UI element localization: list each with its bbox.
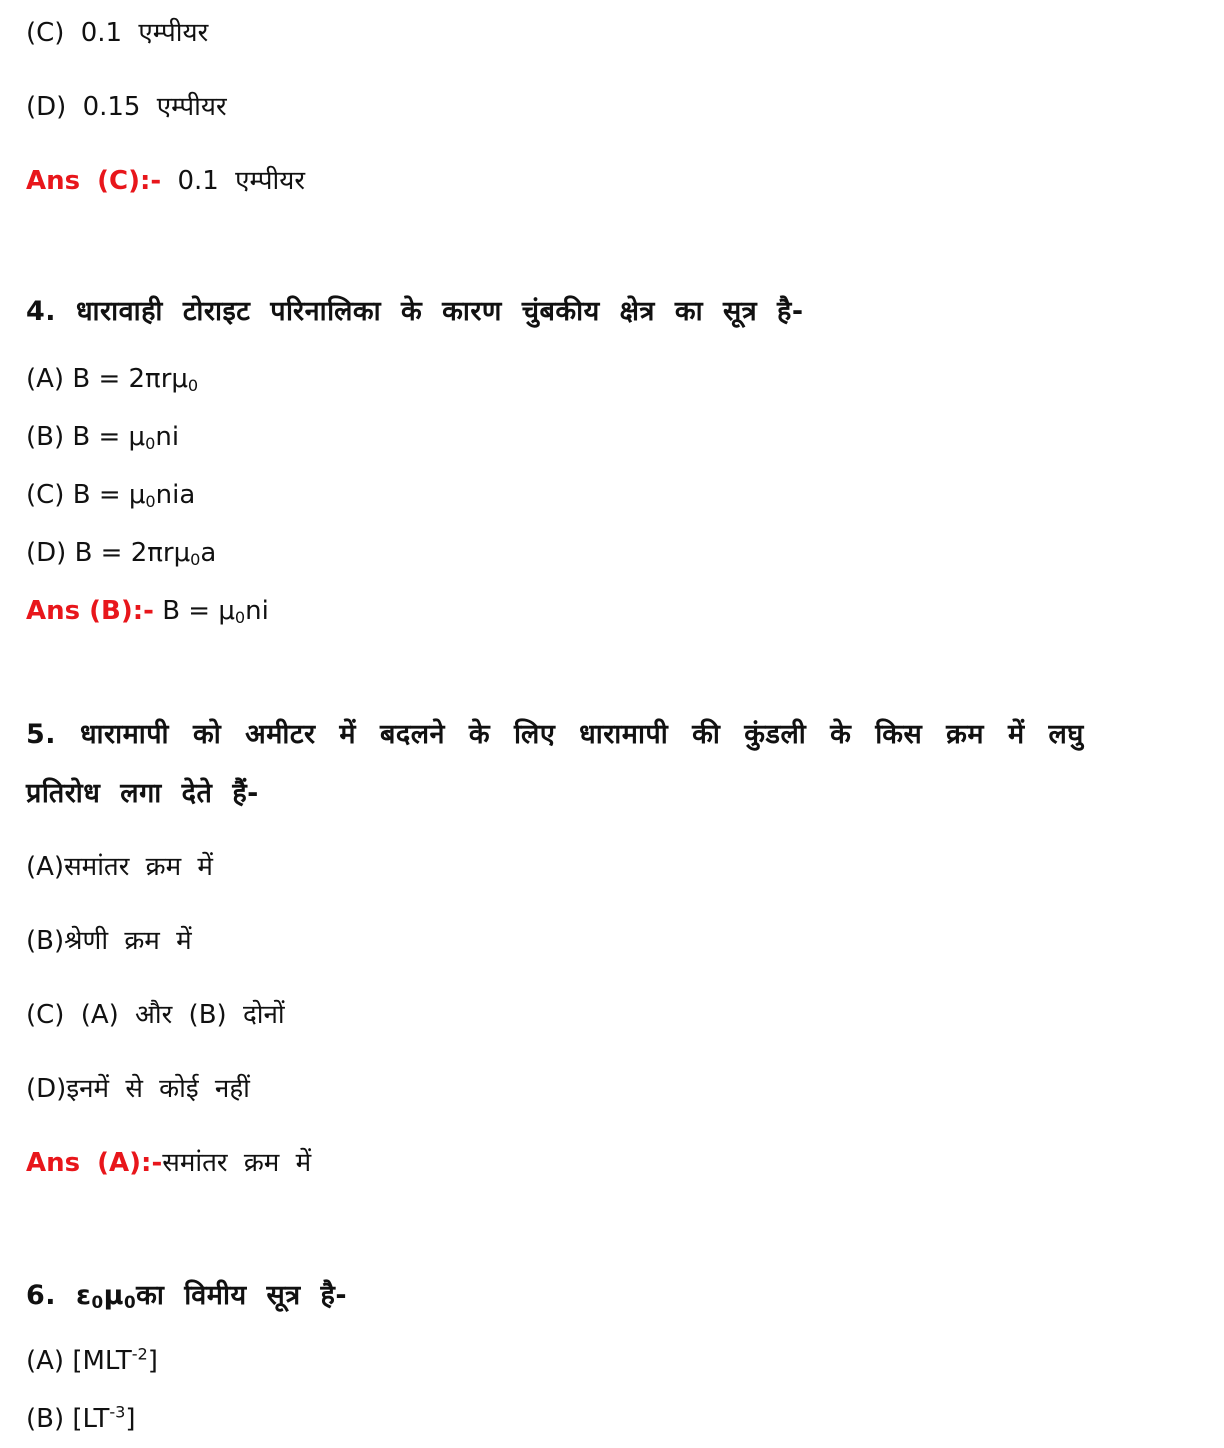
option-text: श्रेणी क्रम में: [64, 926, 192, 956]
option-label: (B): [26, 1404, 65, 1434]
q4-option-d: [26, 538, 217, 570]
option-label: (C): [26, 480, 65, 510]
question-number: 6.: [26, 1280, 57, 1311]
q4-option-c: [26, 480, 196, 512]
option-label: (D): [26, 92, 67, 122]
q4-option-a: [26, 364, 199, 396]
q6-option-a: [26, 1344, 158, 1376]
answer-text: 0.1 एम्पीयर: [177, 166, 305, 196]
option-label: (A): [26, 364, 65, 394]
q5-answer: [26, 1150, 311, 1176]
option-label: (D): [26, 1074, 67, 1104]
option-formula: B = 2πrμ$_0$a: [74, 538, 217, 570]
answer-label: Ans (A):-: [26, 1148, 163, 1178]
question-5: [26, 721, 1084, 748]
option-label: (B): [26, 422, 65, 452]
answer-label: Ans (B):-: [26, 596, 154, 626]
option-formula: B = 2πrμ$_0$: [72, 364, 199, 396]
question-text: धारामापी को अमीटर में बदलने के लिए धारामापी की कुंडली के किस क्रम में लघु: [79, 719, 1084, 750]
question-text: का विमीय सूत्र है-: [136, 1280, 348, 1311]
answer-label: Ans (C):-: [26, 166, 162, 196]
q5-option-b: [26, 928, 192, 954]
question-4: [26, 298, 804, 325]
q5-option-d: [26, 1076, 250, 1102]
option-text: 0.1 एम्पीयर: [80, 18, 209, 48]
option-label: (C): [26, 1000, 65, 1030]
option-formula: $B = \mu_0ni$: [72, 422, 180, 454]
option-text: समांतर क्रम में: [64, 852, 213, 882]
option-formula: $[MLT^{-2}]$: [72, 1344, 158, 1376]
option-d: [26, 94, 227, 120]
q6-option-b: [26, 1402, 136, 1434]
question-number: 4.: [26, 296, 57, 327]
question-text: प्रतिरोध लगा देते हैं-: [26, 778, 259, 809]
answer-line: [26, 168, 305, 194]
q4-answer: [26, 596, 269, 628]
option-formula: $[LT^{-3}]$: [72, 1402, 136, 1434]
option-label: (A): [26, 852, 65, 882]
option-c: [26, 20, 208, 46]
question-6: [26, 1280, 348, 1313]
q4-option-b: [26, 422, 180, 454]
option-label: (A): [26, 1346, 65, 1376]
answer-text: समांतर क्रम में: [162, 1148, 312, 1178]
option-text: 0.15 एम्पीयर: [82, 92, 227, 122]
question-number: 5.: [26, 719, 57, 750]
option-formula: $B = \mu_0nia$: [72, 480, 196, 512]
q5-option-c: [26, 1002, 285, 1028]
question-symbol: $\varepsilon_0\mu_0$: [75, 1280, 137, 1313]
question-text: धारावाही टोराइट परिनालिका के कारण चुंबकीय क्षेत्र का सूत्र है-: [75, 296, 804, 327]
option-label: (D): [26, 538, 67, 568]
option-text: (A) और (B) दोनों: [80, 1000, 285, 1030]
option-text: इनमें से कोई नहीं: [66, 1074, 250, 1104]
q5-option-a: [26, 854, 213, 880]
answer-formula: $B = \mu_0ni$: [162, 596, 269, 628]
question-5-continued: [26, 780, 259, 807]
option-label: (B): [26, 926, 65, 956]
option-label: (C): [26, 18, 65, 48]
